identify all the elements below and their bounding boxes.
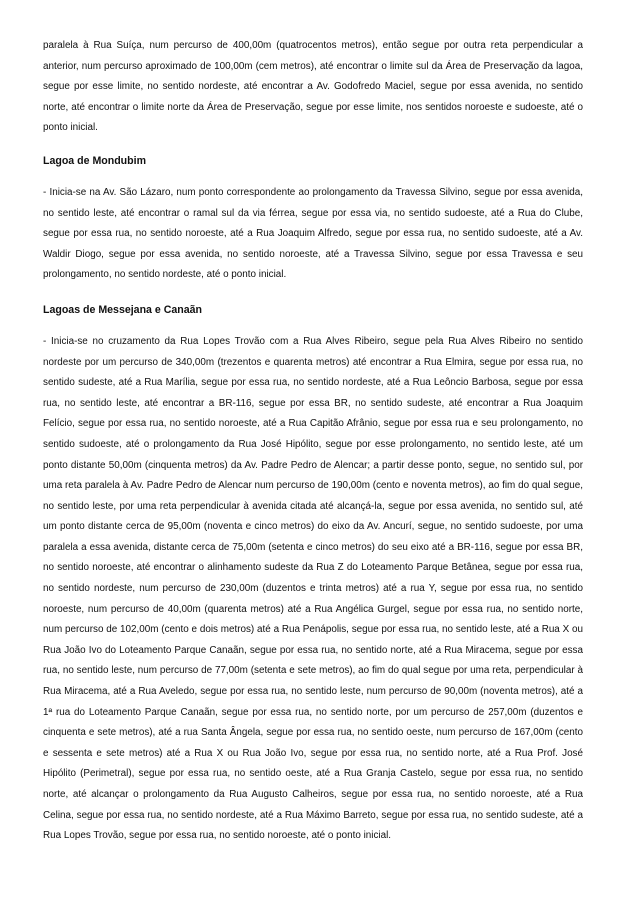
intro-paragraph: paralela à Rua Suíça, num percurso de 400,00m (quatrocentos metros), então segue por outra reta perpendicular a anterior, num percurso aproximado de 100,00m (cem metros), até encontrar o limite sul da Área de Preservação da lagoa, segue por esse limite, no sentido nordeste, até encontrar a Av. Godofredo Maciel, segue por essa avenida, no sentido norte, até encontrar o limite norte da Área de Preservação, segue por esse limite, nos sentidos noroeste e sudoeste, até o ponto inicial. xyxy=(43,40,583,134)
section-heading-messejana-canaan: Lagoas de Messejana e Canaãn xyxy=(43,303,202,316)
section-heading-mondubim: Lagoa de Mondubim xyxy=(43,154,146,167)
section-paragraph-messejana-canaan: - Inicia-se no cruzamento da Rua Lopes Trovão com a Rua Alves Ribeiro, segue pela Rua Alves Ribeiro no sentido nordeste por um percurso de 340,00m (trezentos e quarenta metros) até encontrar a Rua Elmira, segue por essa rua, no sentido sudeste, até a Rua Marília, segue por essa rua, no sentido nordeste, até a Rua Leôncio Barbosa, segue por essa rua, no sentido leste, até encontrar a BR-116, segue por essa BR, no sentido sudeste, até encontrar a Rua Joaquim Felício, segue por essa rua, no sentido noroeste, até a Rua Capitão Afrânio, segue por essa rua e seu prolongamento, no sentido sudoeste, até o prolongamento da Rua José Hipólito, segue por esse prolongamento, no sentido leste, até um ponto distante 50,00m (cinquenta metros) da Av. Padre Pedro de Alencar; a partir desse ponto, segue, no sentido sul, por uma reta paralela à Av. Padre Pedro de Alencar num percurso de 190,00m (cento e noventa metros), ao fim do qual segue, no sentido leste, por uma reta perpendicular à avenida citada até alcançá-la, segue por essa avenida, no sentido sul, até um ponto distante cerca de 95,00m (noventa e cinco metros) do eixo da Av. Ancurí, segue, no sentido sudoeste, por uma paralela a essa avenida, distante cerca de 75,00m (setenta e cinco metros) do seu eixo até a BR-116, segue por essa BR, no sentido noroeste, até encontrar o alinhamento sudeste da Rua Z do Loteamento Parque Betânea, segue por essa rua, no sentido nordeste, num percurso de 230,00m (duzentos e trinta metros) até a rua Y, segue por essa rua, no sentido noroeste, num percurso de 40,00m (quarenta metros) até a Rua Angélica Gurgel, segue por essa rua, no sentido norte, num percurso de 102,00m (cento e dois metros) até a Rua Penápolis, segue por essa rua, no sentido leste, até a Rua X ou Rua João Ivo do Loteamento Parque Canaãn, segue por essa rua, no sentido norte, até a Rua Miracema, segue por essa rua, no sentido leste, num percurso de 77,00m (setenta e sete metros), ao fim do qual segue por uma reta, perpendicular à Rua Miracema, até a Rua Aveledo, segue por essa rua, no sentido leste, num percurso de 90,00m (noventa metros), até a 1ª rua do Loteamento Parque Canaãn, segue por essa rua, no sentido norte, por um percurso de 257,00m (duzentos e cinquenta e sete metros), até a rua Santa Ângela, segue por essa rua, no sentido oeste, num percurso de 167,00m (cento e sessenta e sete metros) até a Rua X ou Rua João Ivo, segue por essa rua, no sentido norte, até a Rua Prof. José Hipólito (Perimetral), segue por essa rua, no sentido oeste, até a Rua Granja Castelo, segue por essa rua, no sentido norte, até alcançar o prolongamento da Rua Augusto Calheiros, segue por essa rua, no sentido noroeste, até a Rua Celina, segue por essa rua, no sentido nordeste, até a Rua Máximo Barreto, segue por essa rua, no sentido sudeste, até a Rua Lopes Trovão, segue por essa rua, no sentido noroeste, até o ponto inicial. xyxy=(43,335,583,842)
section-paragraph-mondubim: - Inicia-se na Av. São Lázaro, num ponto correspondente ao prolongamento da Travessa Silvino, segue por essa avenida, no sentido leste, até encontrar o ramal sul da via férrea, segue por essa via, no sentido sudoeste, até a Rua do Clube, segue por essa rua, no sentido noroeste, até a Rua Joaquim Alfredo, segue por essa rua, no sentido sudoeste, até a Av. Waldir Diogo, segue por essa avenida, no sentido noroeste, até a Travessa Silvino, segue por essa Travessa e seu prolongamento, no sentido nordeste, até o ponto inicial. xyxy=(43,186,583,281)
